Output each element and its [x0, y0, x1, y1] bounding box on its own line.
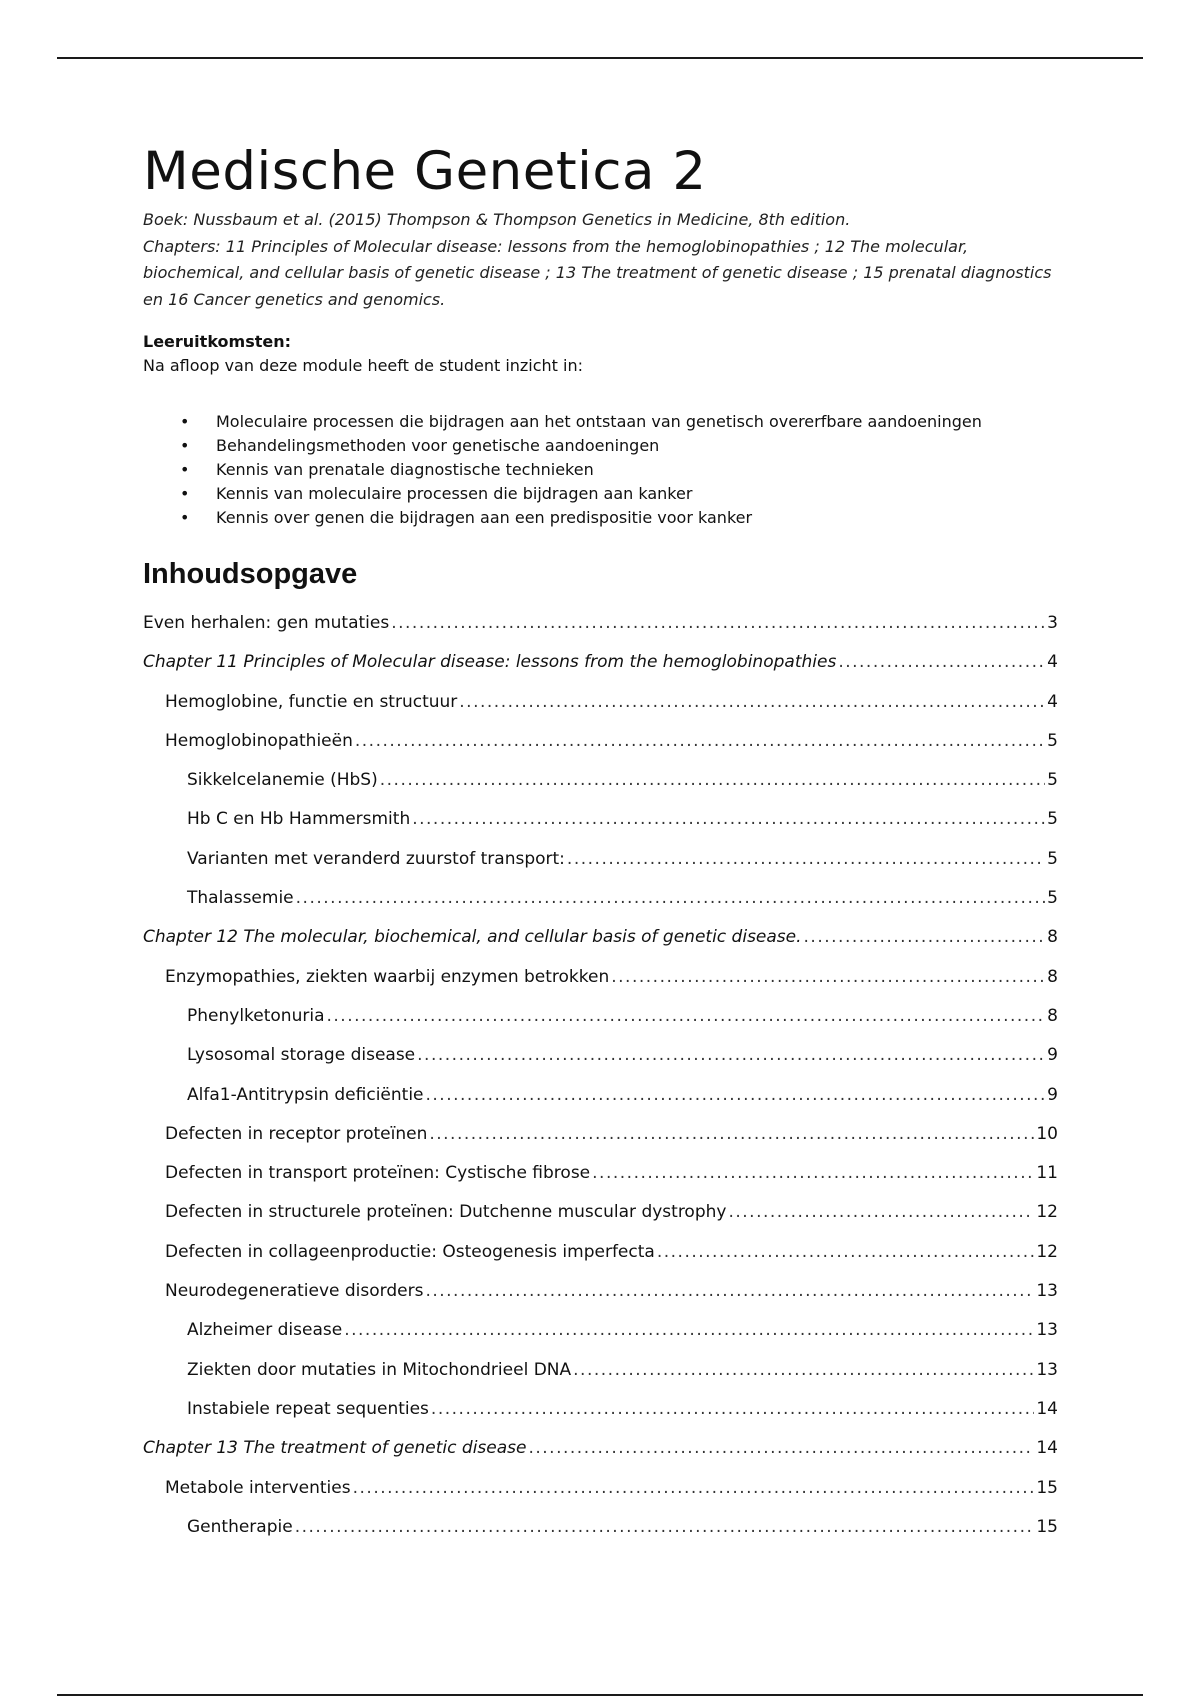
toc-page-number: 14 — [1036, 1398, 1058, 1419]
toc-entry-title[interactable]: Thalassemie — [187, 888, 294, 909]
toc-entry[interactable] — [143, 881, 1058, 920]
toc-page-number: 5 — [1047, 888, 1058, 909]
toc-entry[interactable] — [143, 1392, 1058, 1431]
toc-page-number: 9 — [1047, 1084, 1058, 1105]
bullet-icon: • — [180, 484, 190, 503]
toc-entry[interactable] — [143, 685, 1058, 724]
toc-dot-leader — [573, 1359, 1034, 1381]
toc-page-number: 8 — [1047, 927, 1058, 948]
toc-dot-leader — [353, 1477, 1035, 1499]
toc-entry-title[interactable]: Neurodegeneratieve disorders — [165, 1281, 424, 1302]
toc-page-number: 8 — [1047, 966, 1058, 987]
toc-entry-title[interactable]: Chapter 11 Principles of Molecular disease: lessons from the hemoglobinopathies — [143, 652, 837, 673]
toc-entry-title[interactable]: Even herhalen: gen mutaties — [143, 613, 390, 633]
toc-entry-title[interactable]: Phenylketonuria — [187, 1005, 325, 1026]
toc-page-number: 4 — [1047, 691, 1058, 712]
toc-dot-leader — [657, 1241, 1035, 1263]
toc-page-number: 15 — [1036, 1516, 1058, 1537]
toc-page-number: 11 — [1036, 1163, 1058, 1184]
toc-entry[interactable] — [143, 802, 1058, 841]
toc-entry-title[interactable]: Lysosomal storage disease — [187, 1045, 416, 1066]
toc-entry[interactable] — [143, 1274, 1058, 1313]
bullet-icon: • — [180, 436, 190, 455]
toc-page-number: 4 — [1047, 652, 1058, 673]
toc-dot-leader — [431, 1398, 1034, 1420]
toc-page-number: 12 — [1036, 1202, 1058, 1223]
toc-dot-leader — [344, 1319, 1034, 1341]
book-reference — [143, 207, 1058, 313]
toc-page-number: 12 — [1036, 1241, 1058, 1262]
toc-dot-leader — [327, 1005, 1046, 1027]
list-item — [143, 410, 1058, 434]
document-title: Medische Genetica 2 — [143, 141, 707, 202]
toc-page-number: 5 — [1047, 848, 1058, 869]
toc-entry-title[interactable]: Instabiele repeat sequenties — [187, 1398, 429, 1419]
toc-entry-title[interactable]: Hemoglobine, functie en structuur — [165, 691, 458, 712]
toc-entry-title[interactable]: Hemoglobinopathieën — [165, 730, 353, 751]
toc-page-number: 15 — [1036, 1477, 1058, 1498]
chapters-line: Chapters: 11 Principles of Molecular disease: lessons from the hemoglobinopathies ; 12 The molecular, biochemical, and cellular basis of genetic disease ; 13 The treatment of genetic disease ; 15 prenatal diagnostics en 16 Cancer genetics and genomics. — [143, 236, 1052, 309]
footer-rule — [57, 1694, 1143, 1696]
toc-dot-leader — [459, 691, 1045, 713]
toc-entry[interactable] — [143, 920, 1058, 959]
toc-entry[interactable] — [143, 1038, 1058, 1077]
toc-dot-leader — [412, 808, 1045, 830]
toc-dot-leader — [567, 848, 1045, 870]
toc-entry-title[interactable]: Defecten in receptor proteïnen — [165, 1123, 428, 1144]
toc-entry[interactable] — [143, 842, 1058, 881]
list-item — [143, 458, 1058, 482]
toc-entry[interactable] — [143, 645, 1058, 684]
toc-page-number: 3 — [1047, 613, 1058, 633]
toc-entry[interactable] — [143, 1313, 1058, 1352]
toc-entry[interactable] — [143, 1117, 1058, 1156]
toc-entry[interactable] — [143, 763, 1058, 802]
toc-entry-title[interactable]: Defecten in transport proteïnen: Cystische fibrose — [165, 1163, 591, 1184]
learning-outcomes-label: Leeruitkomsten: — [143, 332, 291, 351]
toc-dot-leader — [425, 1280, 1034, 1302]
toc-heading: Inhoudsopgave — [143, 558, 358, 590]
toc-dot-leader — [592, 1162, 1034, 1184]
toc-page-number: 10 — [1036, 1123, 1058, 1144]
toc-dot-leader — [804, 926, 1046, 948]
toc-dot-leader — [391, 612, 1045, 634]
toc-entry-title[interactable]: Metabole interventies — [165, 1477, 351, 1498]
toc-page-number: 13 — [1036, 1320, 1058, 1341]
toc-entry[interactable] — [143, 1235, 1058, 1274]
toc-entry-title[interactable]: Alfa1-Antitrypsin deficiëntie — [187, 1084, 424, 1105]
list-item-text: Behandelingsmethoden voor genetische aandoeningen — [216, 436, 660, 455]
bullet-icon: • — [180, 508, 190, 527]
toc-entry[interactable] — [143, 999, 1058, 1038]
toc-dot-leader — [417, 1044, 1045, 1066]
toc-dot-leader — [296, 887, 1046, 909]
toc-entry[interactable] — [143, 1195, 1058, 1234]
toc-dot-leader — [528, 1437, 1034, 1459]
toc-entry-title[interactable]: Chapter 12 The molecular, biochemical, and cellular basis of genetic disease. — [143, 927, 802, 948]
list-item-text: Kennis van prenatale diagnostische technieken — [216, 460, 594, 479]
list-item — [143, 434, 1058, 458]
book-line: Boek: Nussbaum et al. (2015) Thompson & Thompson Genetics in Medicine, 8th edition. — [143, 210, 851, 229]
toc-entry[interactable] — [143, 1078, 1058, 1117]
toc-entry[interactable] — [143, 1510, 1058, 1549]
toc-dot-leader — [355, 730, 1045, 752]
toc-dot-leader — [429, 1123, 1034, 1145]
toc-entry-title[interactable]: Hb C en Hb Hammersmith — [187, 809, 411, 830]
toc-entry[interactable] — [143, 1353, 1058, 1392]
list-item-text: Kennis over genen die bijdragen aan een predispositie voor kanker — [216, 508, 753, 527]
toc-entry[interactable] — [143, 1156, 1058, 1195]
toc-entry-title[interactable]: Enzymopathies, ziekten waarbij enzymen betrokken — [165, 966, 610, 987]
bullet-icon: • — [180, 412, 190, 431]
list-item-text: Kennis van moleculaire processen die bijdragen aan kanker — [216, 484, 693, 503]
toc-entry-title[interactable]: Chapter 13 The treatment of genetic disease — [143, 1438, 527, 1459]
toc-entry-title[interactable]: Gentherapie — [187, 1516, 293, 1537]
toc-entry[interactable] — [143, 1431, 1058, 1470]
toc-page-number: 13 — [1036, 1359, 1058, 1380]
toc-page-number: 5 — [1047, 770, 1058, 791]
list-item — [143, 506, 1058, 530]
bullet-icon: • — [180, 460, 190, 479]
table-of-contents — [143, 606, 1058, 1549]
list-item-text: Moleculaire processen die bijdragen aan het ontstaan van genetisch overerfbare aandoeningen — [216, 412, 982, 431]
toc-page-number: 5 — [1047, 809, 1058, 830]
toc-page-number: 14 — [1036, 1438, 1058, 1459]
toc-entry-title[interactable]: Defecten in collageenproductie: Osteogenesis imperfecta — [165, 1241, 655, 1262]
toc-dot-leader — [611, 966, 1045, 988]
toc-page-number: 13 — [1036, 1281, 1058, 1302]
document-body — [143, 140, 1058, 1549]
toc-entry-title[interactable]: Ziekten door mutaties in Mitochondrieel DNA — [187, 1359, 572, 1380]
toc-entry-title[interactable]: Alzheimer disease — [187, 1320, 343, 1341]
toc-dot-leader — [728, 1201, 1034, 1223]
toc-entry-title[interactable]: Sikkelcelanemie (HbS) — [187, 770, 378, 791]
toc-entry[interactable] — [143, 606, 1058, 645]
toc-entry-title[interactable]: Defecten in structurele proteïnen: Dutchenne muscular dystrophy — [165, 1202, 727, 1223]
toc-entry[interactable] — [143, 960, 1058, 999]
toc-entry-title[interactable]: Varianten met veranderd zuurstof transport: — [187, 848, 565, 869]
toc-page-number: 9 — [1047, 1045, 1058, 1066]
list-item — [143, 482, 1058, 506]
toc-dot-leader — [380, 769, 1045, 791]
learning-outcomes-list — [143, 410, 1058, 530]
toc-dot-leader — [295, 1516, 1035, 1538]
toc-entry[interactable] — [143, 724, 1058, 763]
toc-dot-leader — [426, 1084, 1046, 1106]
toc-dot-leader — [838, 651, 1045, 673]
toc-page-number: 8 — [1047, 1005, 1058, 1026]
header-rule — [57, 57, 1143, 59]
learning-outcomes-intro: Na afloop van deze module heeft de student inzicht in: — [143, 356, 584, 375]
toc-entry[interactable] — [143, 1471, 1058, 1510]
toc-page-number: 5 — [1047, 730, 1058, 751]
